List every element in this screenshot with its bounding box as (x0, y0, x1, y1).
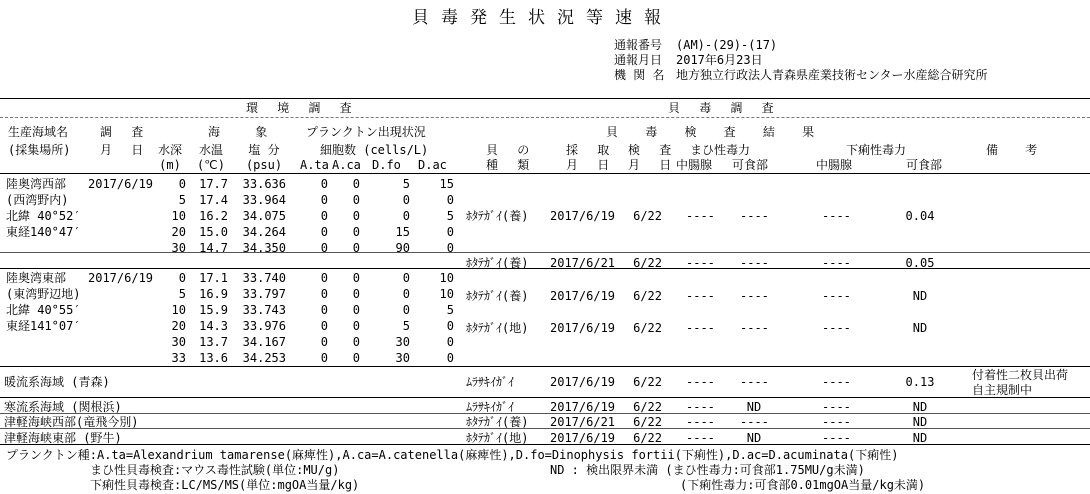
env-row-temp: 16.2 (199, 209, 228, 223)
other-row-inspection: 6/22 (633, 415, 662, 429)
env-row-ata: 0 (320, 351, 328, 365)
env-row-aca: 0 (352, 209, 360, 223)
report-number: (AM)-(29)-(17) (676, 38, 778, 52)
env-row-salinity: 33.976 (242, 319, 286, 333)
rule-other-3 (0, 428, 1090, 429)
other-row-psp-mid: ---- (686, 400, 715, 414)
other-row-psp-edible: ---- (740, 375, 769, 389)
env-row-temp: 14.7 (199, 241, 228, 255)
env-row-depth: 5 (178, 287, 186, 301)
env-row-depth: 5 (178, 193, 186, 207)
env-row-temp: 15.9 (199, 303, 228, 317)
rule-other-4 (0, 444, 1090, 445)
env-row-salinity: 34.350 (242, 241, 286, 255)
col-survey-date: 月 日 (100, 143, 150, 157)
other-row-dsp-mid: ---- (822, 415, 851, 429)
env-row-temp: 17.1 (199, 271, 228, 285)
env-row-depth: 10 (171, 303, 186, 317)
other-row-species: ﾑﾗｻｷｲｶﾞｲ (466, 400, 515, 414)
shell-row-psp-edible: ---- (740, 321, 769, 335)
env-row-dfo: 30 (395, 335, 410, 349)
shell-row-species: ﾎﾀﾃｶﾞｲ(養) (466, 209, 529, 223)
env-row-dfo: 90 (395, 241, 410, 255)
env-row-temp: 16.9 (199, 287, 228, 301)
shell-row-species: ﾎﾀﾃｶﾞｲ(地) (466, 321, 529, 335)
env-row-depth: 0 (178, 177, 186, 191)
shell-row-dsp-mid: ---- (822, 209, 851, 223)
env-row-ata: 0 (320, 225, 328, 239)
env-row-depth: 0 (178, 271, 186, 285)
other-row-remark: 付着性二枚貝出荷 (972, 368, 1069, 382)
shell-row-inspection: 6/22 (633, 321, 662, 335)
report-date: 2017年6月23日 (676, 53, 763, 67)
env-row-depth: 20 (171, 225, 186, 239)
env-row-dac: 5 (446, 209, 454, 223)
env-row-dac: 0 (446, 193, 454, 207)
env-row-salinity: 34.253 (242, 351, 286, 365)
env-row-aca: 0 (352, 319, 360, 333)
env-row-dac: 0 (446, 319, 454, 333)
other-row-psp-mid: ---- (686, 415, 715, 429)
env-row-salinity: 34.264 (242, 225, 286, 239)
shell-row-sampling: 2017/6/19 (550, 209, 616, 223)
env-row-aca: 0 (352, 335, 360, 349)
col-area: 生産海域名 (8, 125, 69, 139)
env-row-area: 陸奥湾東部 (6, 271, 67, 285)
other-row-dsp-edible: ND (912, 400, 928, 414)
env-row-dac: 15 (439, 177, 454, 191)
shell-row-psp-edible: ---- (740, 289, 769, 303)
env-row-depth: 10 (171, 209, 186, 223)
report-date-label: 通報月日 (614, 53, 663, 67)
other-row-remark: 自主規制中 (972, 383, 1033, 397)
shell-row-sampling: 2017/6/21 (550, 256, 616, 270)
env-row-salinity: 34.075 (242, 209, 286, 223)
env-row-area: 北緯 40°52′ (6, 209, 81, 223)
other-row-sampling: 2017/6/19 (550, 375, 616, 389)
env-row-depth: 33 (171, 351, 186, 365)
shell-row-psp-edible: ---- (740, 209, 769, 223)
env-row-depth: 30 (171, 241, 186, 255)
env-row-dac: 0 (446, 225, 454, 239)
other-row-sampling: 2017/6/19 (550, 431, 616, 445)
shell-row-psp-edible: ---- (740, 256, 769, 270)
other-row-area: 津軽海峡西部(竜飛今別) (4, 415, 139, 429)
env-row-aca: 0 (352, 303, 360, 317)
other-row-inspection: 6/22 (633, 431, 662, 445)
env-row-aca: 0 (352, 287, 360, 301)
env-row-ata: 0 (320, 193, 328, 207)
header-mid-rule (0, 117, 1090, 118)
shell-row-dsp-edible: 0.05 (905, 256, 935, 270)
shell-row-dsp-edible: ND (912, 289, 928, 303)
col-result: 貝 毒 検 査 結 果 (606, 125, 825, 139)
shellfish-survey-header: 貝 毒 調 査 (668, 101, 780, 115)
env-row-area: 北緯 40°55′ (6, 303, 81, 317)
env-row-ata: 0 (320, 177, 328, 191)
shell-row-psp-mid: ---- (686, 321, 715, 335)
col-dac: D.ac (418, 158, 447, 172)
col-inspection: 検 査 (628, 143, 678, 157)
col-temp-unit: (℃) (197, 158, 225, 172)
col-cells: 細胞数 (cells/L) (320, 143, 429, 157)
env-row-salinity: 33.743 (242, 303, 286, 317)
footer-dsp-method: 下痢性貝毒検査:LC/MS/MS(単位:mgOA当量/kg) (90, 478, 360, 492)
other-row-psp-edible: ND (746, 400, 762, 414)
env-row-dfo: 0 (402, 193, 410, 207)
env-row-depth: 30 (171, 335, 186, 349)
env-row-date: 2017/6/19 (88, 271, 154, 285)
col-area-sub: (採集場所) (8, 143, 71, 157)
shell-row-inspection: 6/22 (633, 256, 662, 270)
col-salinity: 塩 分 (248, 143, 280, 157)
other-row-inspection: 6/22 (633, 375, 662, 389)
other-row-dsp-mid: ---- (822, 375, 851, 389)
rule-other-2 (0, 413, 1090, 414)
env-row-ata: 0 (320, 271, 328, 285)
other-row-dsp-edible: ND (912, 415, 928, 429)
col-depth-unit: (m) (159, 158, 181, 172)
env-row-dfo: 0 (402, 303, 410, 317)
other-row-dsp-mid: ---- (822, 400, 851, 414)
other-row-area: 津軽海峡東部 (野牛) (4, 431, 122, 445)
shell-row-dsp-mid: ---- (822, 256, 851, 270)
rule-other-1 (0, 397, 1090, 398)
report-org: 地方独立行政法人青森県産業技術センター水産総合研究所 (676, 68, 988, 82)
env-row-aca: 0 (352, 241, 360, 255)
col-inspection-sub: 月 日 (628, 158, 678, 172)
env-row-dac: 0 (446, 241, 454, 255)
footer-dsp-limit: (下痢性毒力:可食部0.01mgOA当量/kg未満) (680, 478, 926, 492)
env-row-ata: 0 (320, 209, 328, 223)
col-sea: 海 象 (208, 125, 282, 139)
env-row-temp: 17.4 (199, 193, 228, 207)
shell-row-species: ﾎﾀﾃｶﾞｲ(養) (466, 256, 529, 270)
rule-block-east-other (0, 366, 1090, 367)
col-dsp-mid: 中腸腺 (816, 158, 853, 172)
other-row-psp-mid: ---- (686, 375, 715, 389)
env-row-dfo: 0 (402, 209, 410, 223)
other-row-dsp-edible: 0.13 (905, 375, 935, 389)
other-row-area: 暖流系海域 (青森) (4, 375, 110, 389)
env-row-area: (東湾野辺地) (6, 287, 81, 301)
env-row-dfo: 5 (402, 319, 410, 333)
header-bottom-rule (0, 173, 1090, 174)
env-row-area: 東経140°47′ (6, 225, 81, 239)
col-psp-mid: 中腸腺 (676, 158, 713, 172)
shell-row-sampling: 2017/6/19 (550, 321, 616, 335)
header-top-rule (0, 98, 1090, 99)
other-row-psp-mid: ---- (686, 431, 715, 445)
env-row-aca: 0 (352, 225, 360, 239)
env-row-salinity: 33.740 (242, 271, 286, 285)
env-row-aca: 0 (352, 271, 360, 285)
col-psp-edible: 可食部 (732, 158, 769, 172)
report-org-label: 機 関 名 (614, 68, 665, 82)
col-survey: 調 査 (100, 125, 150, 139)
env-row-ata: 0 (320, 303, 328, 317)
col-salinity-unit: (psu) (245, 158, 283, 172)
col-dsp-edible: 可食部 (906, 158, 943, 172)
col-species-sub: 種 類 (486, 158, 536, 172)
col-ata: A.ta (300, 158, 329, 172)
shell-row-psp-mid: ---- (686, 209, 715, 223)
env-row-dac: 0 (446, 335, 454, 349)
env-row-dfo: 15 (395, 225, 410, 239)
env-row-dac: 5 (446, 303, 454, 317)
other-row-dsp-mid: ---- (822, 431, 851, 445)
env-row-salinity: 33.964 (242, 193, 286, 207)
col-depth: 水深 (157, 143, 182, 157)
shell-row-dsp-edible: 0.04 (905, 209, 935, 223)
col-psp: まひ性毒力 (690, 143, 751, 157)
other-row-sampling: 2017/6/21 (550, 415, 616, 429)
footer-nd-note: ND : 検出限界未満 (まひ性毒力:可食部1.75MU/g未満) (550, 463, 865, 477)
other-row-sampling: 2017/6/19 (550, 400, 616, 414)
env-row-dac: 0 (446, 351, 454, 365)
col-species: 貝 の (486, 143, 536, 157)
env-row-salinity: 33.797 (242, 287, 286, 301)
page-title: 貝毒発生状況等速報 (412, 8, 673, 28)
other-row-psp-edible: ND (746, 431, 762, 445)
env-row-area: (西湾野内) (6, 193, 69, 207)
env-row-temp: 13.7 (199, 335, 228, 349)
shell-row-psp-mid: ---- (686, 289, 715, 303)
shell-row-sampling: 2017/6/19 (550, 289, 616, 303)
env-row-salinity: 34.167 (242, 335, 286, 349)
report-number-label: 通報番号 (614, 38, 663, 52)
env-row-ata: 0 (320, 287, 328, 301)
env-row-depth: 20 (171, 319, 186, 333)
env-row-dfo: 0 (402, 271, 410, 285)
env-row-area: 陸奥湾西部 (6, 177, 67, 191)
col-dsp: 下痢性毒力 (846, 143, 907, 157)
env-row-area: 東経141°07′ (6, 319, 81, 333)
env-row-dfo: 5 (402, 177, 410, 191)
env-row-dac: 10 (439, 271, 454, 285)
other-row-dsp-edible: ND (912, 431, 928, 445)
env-row-ata: 0 (320, 319, 328, 333)
env-row-ata: 0 (320, 241, 328, 255)
col-dfo: D.fo (372, 158, 401, 172)
env-row-temp: 15.0 (199, 225, 228, 239)
other-row-species: ﾑﾗｻｷｲｶﾞｲ (466, 375, 515, 389)
other-row-species: ﾎﾀﾃｶﾞｲ(養) (466, 415, 529, 429)
other-row-psp-edible: ---- (740, 415, 769, 429)
env-row-aca: 0 (352, 193, 360, 207)
env-row-temp: 17.7 (199, 177, 228, 191)
shell-row-dsp-mid: ---- (822, 289, 851, 303)
col-remarks: 備 考 (986, 143, 1048, 157)
footer-psp-method: まひ性貝毒検査:マウス毒性試験(単位:MU/g) (90, 463, 340, 477)
shell-row-inspection: 6/22 (633, 289, 662, 303)
shell-row-dsp-mid: ---- (822, 321, 851, 335)
env-survey-header: 環 境 調 査 (246, 101, 358, 115)
env-row-aca: 0 (352, 177, 360, 191)
shell-row-inspection: 6/22 (633, 209, 662, 223)
col-sampling-sub: 月 日 (566, 158, 616, 172)
shell-row-psp-mid: ---- (686, 256, 715, 270)
env-row-aca: 0 (352, 351, 360, 365)
col-plankton: プランクトン出現状況 (306, 125, 426, 139)
env-row-salinity: 33.636 (242, 177, 286, 191)
other-row-species: ﾎﾀﾃｶﾞｲ(地) (466, 431, 529, 445)
col-temp: 水温 (198, 143, 223, 157)
col-aca: A.ca (332, 158, 361, 172)
env-row-dfo: 0 (402, 287, 410, 301)
other-row-area: 寒流系海域 (関根浜) (4, 400, 122, 414)
col-sampling: 採 取 (566, 143, 616, 157)
env-row-dfo: 30 (395, 351, 410, 365)
env-row-date: 2017/6/19 (88, 177, 154, 191)
shell-row-species: ﾎﾀﾃｶﾞｲ(養) (466, 289, 529, 303)
rule-west-shell (0, 252, 1090, 253)
footer-plankton-species: プランクトン種:A.ta=Alexandrium tamarense(麻痺性),A.ca=A.catenella(麻痺性),D.fo=Dinophysis fortii(下痢性),D.ac=D.acuminata(下痢性) (6, 448, 899, 462)
env-row-dac: 10 (439, 287, 454, 301)
shell-row-dsp-edible: ND (912, 321, 928, 335)
env-row-ata: 0 (320, 335, 328, 349)
env-row-temp: 13.6 (199, 351, 228, 365)
other-row-inspection: 6/22 (633, 400, 662, 414)
env-row-temp: 14.3 (199, 319, 228, 333)
